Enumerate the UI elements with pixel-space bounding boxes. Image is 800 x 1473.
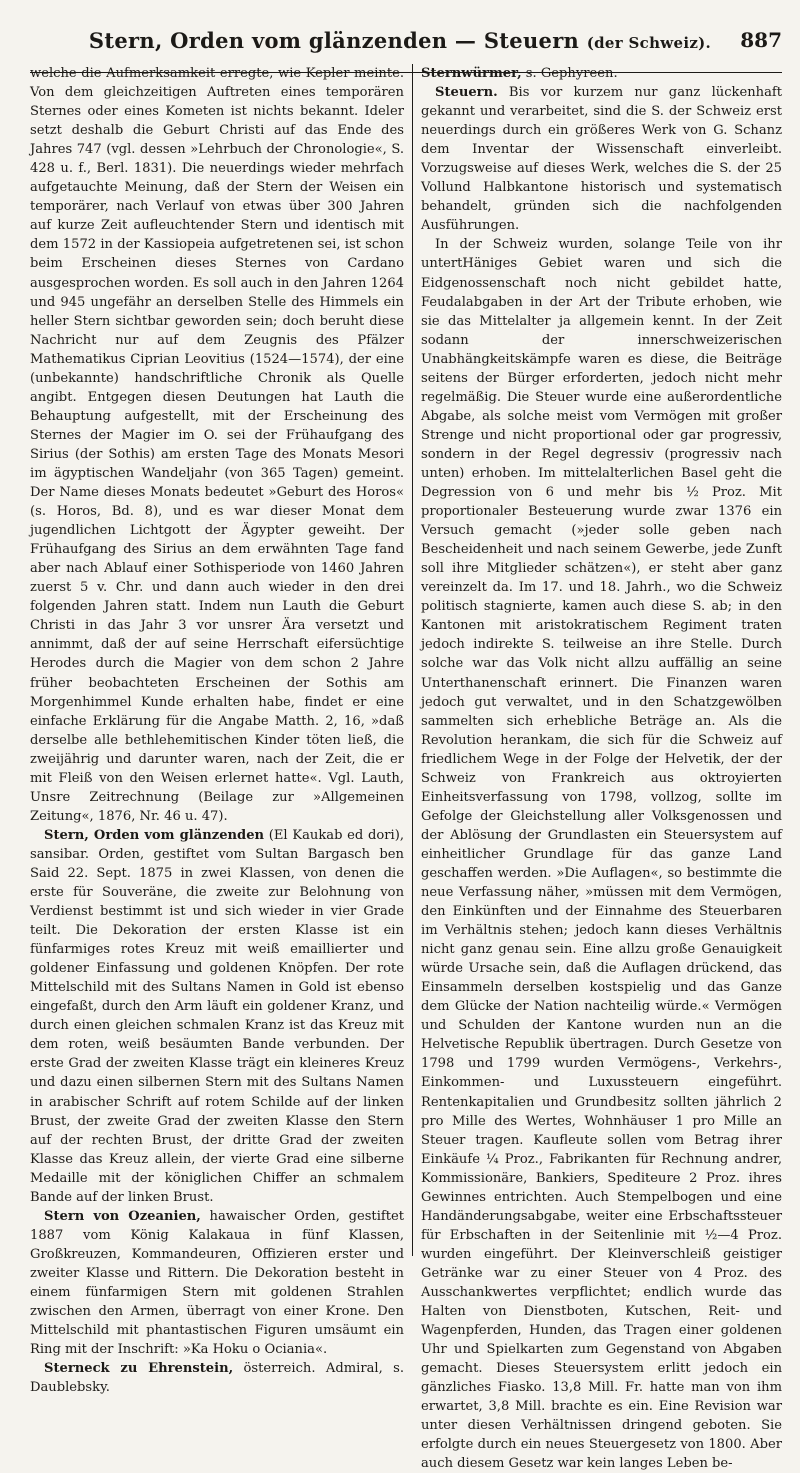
running-head-suffix: (der Schweiz). xyxy=(586,34,712,52)
entry-stern-von-ozeanien xyxy=(30,1207,404,1359)
lemma-stern-orden: Stern, Orden vom glänzenden xyxy=(44,827,265,843)
entry-sternwuermer xyxy=(421,64,782,83)
right-column xyxy=(421,64,782,1472)
running-head-title: Stern, Orden vom glänzenden — Steuern xyxy=(88,28,580,53)
paragraph-stern-der-weisen-continued: welche die Aufmerksamkeit erregte, wie Kepler meinte. Von dem gleichzeitigen Auftreten eines temporären Sternes oder eines Kometen ist nichts bekannt. Ideler setzt deshalb die Geburt Christi auf das Ende des Jahres 747 (vgl. dessen »Lehrbuch der Chronologie«, S. 428 u. f., Berl. 1831). Die neuerdings wieder mehrfach aufgetauchte Meinung, daß der Stern der Weisen ein temporärer, nach Verlauf von etwas über 300 Jahren auf kurze Zeit aufleuchtender Stern und identisch mit dem 1572 in der Kassiopeia aufgetretenen sei, ist schon beim Erscheinen dieses Sternes von Cardano ausgesprochen worden. Es soll auch in den Jahren 1264 und 945 ungefähr an derselben Stelle des Himmels ein heller Stern sichtbar geworden sein; doch beruht diese Nachricht nur auf dem Zeugnis des Pfälzer Mathematikus Ciprian Leovitius (1524—1574), der eine (unbekannte) handschriftliche Chronik als Quelle angibt. Entgegen diesen Deutungen hat Lauth die Behauptung aufgestellt, mit der Erscheinung des Sternes der Magier im O. sei der Frühaufgang des Sirius (der Sothis) am ersten Tage des Monats Mesori im ägyptischen Wandeljahr (von 365 Tagen) gemeint. Der Name dieses Monats bedeutet »Geburt des Horos« (s. Horos, Bd. 8), und es war dieser Monat dem jugendlichen Lichtgott der Ägypter geweiht. Der Frühaufgang des Sirius an dem erwähnten Tage fand aber nach Ablauf einer Sothisperiode von 1460 Jahren zuerst 5 v. Chr. und dann auch wieder in den drei folgenden Jahren statt. Indem nun Lauth die Geburt Christi in das Jahr 3 vor unsrer Ära versetzt und annimmt, daß der auf seine Herrschaft eifersüchtige Herodes durch die Magier von dem schon 2 Jahre früher beobachteten Erscheinen der Sothis am Morgenhimmel Kunde erhalten habe, findet er eine einfache Erklärung für die Angabe Matth. 2, 16, »daß derselbe alle bethlehemitischen Kinder töten ließ, die zweijährig und darunter waren, nach der Zeit, die er mit Fleiß von den Weisen erlernet hatte«. Vgl. Lauth, Unsre Zeitrechnung (Beilage zur »Allgemeinen Zeitung«, 1876, Nr. 46 u. 47). xyxy=(30,66,404,824)
page-number: 887 xyxy=(740,28,782,52)
left-column xyxy=(30,64,405,1396)
entry-text-stern-orden: (El Kaukab ed dori), sansibar. Orden, gestiftet vom Sultan Bargasch ben Said 22. Sept. 1875 in zwei Klassen, von denen die erste für Souveräne, die zweite zur Belohnung von Verdienst bestimmt ist und sich wieder in vier Grade teilt. Die Dekoration der ersten Klasse ist ein fünfarmiges rotes Kreuz mit weiß emaillierter und goldener Einfassung und goldenen Knöpfen. Der rote Mittelschild mit des Sultans Namen in Gold ist ebenso eingefaßt, durch den Arm läuft ein goldener Kranz, und durch einen gleichen schmalen Kranz ist das Kreuz mit dem roten, weiß besäumten Bande verbunden. Der erste Grad der zweiten Klasse trägt ein kleineres Kreuz und dazu einen silbernen Stern mit des Sultans Namen in arabischer Schrift auf rotem Schilde auf der linken Brust, der zweite Grad der zweiten Klasse den Stern auf der rechten Brust, der dritte Grad der zweiten Klasse das Kreuz allein, der vierte Grad eine silberne Medaille mit der königlichen Chiffer an schmalem Bande auf der linken Brust. xyxy=(30,827,405,1205)
entry-text-sternwuermer: s. Gephyreen. xyxy=(521,66,618,81)
running-head xyxy=(0,28,800,53)
entry-text-steuern-intro: Bis vor kurzem nur ganz lückenhaft gekannt und verarbeitet, sind die S. der Schweiz erst neuerdings durch ein größeres Werk von G. Schanz dem Inventar der Wissenschaft einverleibt. Vorzugsweise auf dieses Werk, welches die S. der 25 Vollund Halbkantone historisch und systematisch behandelt, gründen sich die nachfolgenden Ausführungen. xyxy=(421,85,782,234)
entry-text-sterneck: österreich. Admiral, s. Daublebsky. xyxy=(30,1361,404,1396)
lemma-sternwuermer: Sternwürmer, xyxy=(421,66,522,81)
lemma-stern-von-ozeanien: Stern von Ozeanien, xyxy=(44,1208,201,1224)
page-header xyxy=(0,18,800,58)
lemma-steuern: Steuern. xyxy=(435,85,498,101)
entry-steuern xyxy=(421,83,782,235)
entry-sterneck-zu-ehrenstein xyxy=(30,1359,404,1397)
entry-text-stern-von-ozeanien: hawaischer Orden, gestiftet 1887 vom König Kalakaua in fünf Klassen, Großkreuzen, Kommandeuren, Offizieren erster und zweiter Klasse und Rittern. Die Dekoration besteht in einem fünfarmigen Stern mit goldenen Strahlen zwischen den Armen, überragt von einer Krone. Den Mittelschild mit phantastischen Figuren umsäumt ein Ring mit der Inschrift: »Ka Hoku o Ociania«. xyxy=(30,1208,405,1358)
entry-stern-orden-vom-glaenzenden xyxy=(30,826,404,1207)
lemma-sterneck: Sterneck zu Ehrenstein, xyxy=(44,1361,234,1377)
paragraph-steuern-history: In der Schweiz wurden, solange Teile von ihr untertHäniges Gebiet waren und sich die Eidgenossenschaft noch nicht gebildet hatte, Feudalabgaben in der Art der Tribute erhoben, wie sie das Mittelalter ja allgemein kennt. In der Zeit sodann der innerschweizerischen Unabhängkeitskämpfe waren es diese, die Beiträge seitens der Bürger erforderten, jedoch nicht mehr regelmäßig. Die Steuer wurde eine außerordentliche Abgabe, als solche meist vom Vermögen mit großer Strenge und nicht proportional oder gar progressiv, sondern in der Regel degressiv (progressiv nach unten) erhoben. Im mittelalterlichen Basel geht die Degression von 6 und mehr bis ½ Proz. Mit proportionaler Besteuerung wurde zwar 1376 ein Versuch gemacht (»jeder solle geben nach Bescheidenheit und nach seinem Gewerbe, jede Zunft soll ihre Mitglieder schätzen«), er steht aber ganz vereinzelt da. Im 17. und 18. Jahrh., wo die Schweiz politisch stagnierte, kamen auch diese S. ab; in den Kantonen mit aristokratischem Regiment traten jedoch indirekte S. teilweise an ihre Stelle. Durch solche war das Volk nicht allzu auffällig an seine Unterthanenschaft erinnert. Die Finanzen waren jedoch gut verwaltet, und in den Schatzgewölben sammelten sich erhebliche Beträge an. Als die Revolution herankam, die sich für die Schweiz auf friedlichem Wege in der Folge der Helvetik, der der Schweiz von Frankreich aus oktroyierten Einheitsverfassung von 1798, vollzog, sollte im Gefolge der Gleichstellung aller Volksgenossen und der Ablösung der Grundlasten ein Steuersystem auf einheitlicher Grundlage für das ganze Land geschaffen werden. »Die Auflagen«, so bestimmte die neue Verfassung näher, »müssen mit dem Vermögen, den Einkünften und der Einnahme des Steuerbaren im Verhältnis stehen; jedoch kann dieses Verhältnis nicht ganz genau sein. Eine allzu große Genauigkeit würde Ursache sein, daß die Auflagen drückend, das Einsammeln derselben kostspielig und das Ganze dem Glücke der Nation nachteilig würde.« Vermögen und Schulden der Kantone wurden nun an die Helvetische Republik übertragen. Durch Gesetze von 1798 und 1799 wurden Vermögens-, Verkehrs-, Einkommen- und Luxussteuern eingeführt. Rentenkapitalien und Grundbesitz sollten jährlich 2 pro Mille des Wertes, Wohnhäuser 1 pro Mille an Steuer tragen. Kaufleute sollen vom Betrag ihrer Einkäufe ¼ Proz., Fabrikanten für Rechnung andrer, Kommissionäre, Bankiers, Spediteure 2 Proz. ihres Gewinnes entrichten. Auch Stempelbogen und eine Handänderungsabgabe, weiter eine Erbschaftssteuer für Erbschaften in der Seitenlinie mit ½—4 Proz. wurden eingeführt. Der Kleinverschleiß geistiger Getränke war zu einer Steuer von 4 Proz. des Ausschankwertes verpflichtet; endlich wurde das Halten von Dienstboten, Kutschen, Reit- und Wagenpferden, Hunden, das Tragen einer goldenen Uhr und Spielkarten zum Gegenstand von Abgaben gemacht. Dieses Steuersystem erlitt jedoch ein gänzliches Fiasko. 13,8 Mill. Fr. hatte man von ihm erwartet, 3,8 Mill. brachte es ein. Eine Revision war unter diesen Verhältnissen dringend geboten. Sie erfolgte durch ein neues Steuergesetz von 1800. Aber auch diesem Gesetz war kein langes Leben be- xyxy=(421,237,782,1472)
column-divider xyxy=(412,64,413,1256)
